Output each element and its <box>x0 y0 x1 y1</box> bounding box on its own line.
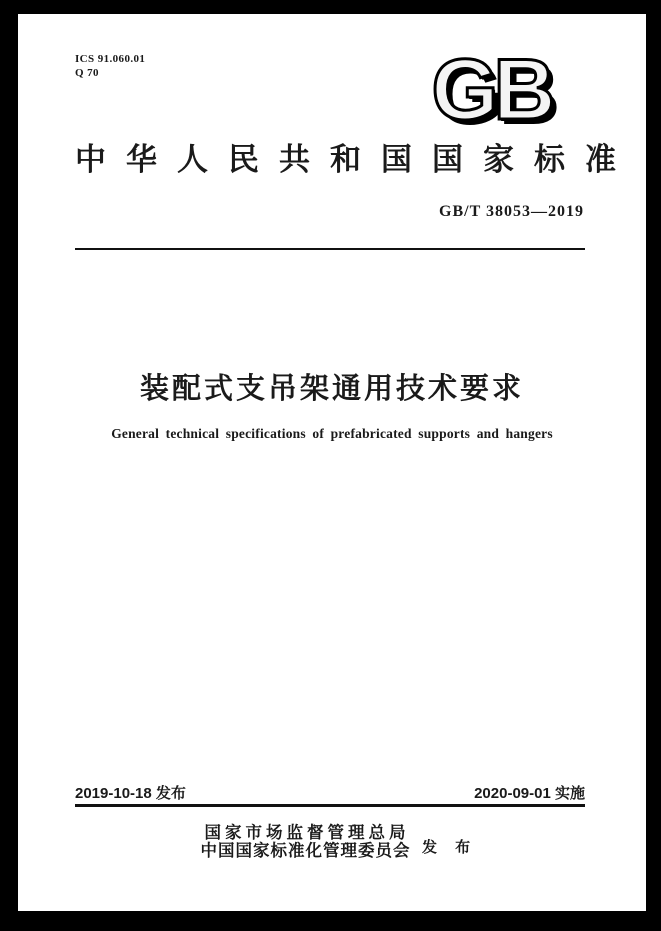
header-divider <box>75 248 585 250</box>
classification-code: Q 70 <box>75 67 99 79</box>
standard-cover-page <box>18 14 646 911</box>
dates-row <box>75 782 585 803</box>
standard-number: GB/T 38053—2019 <box>439 203 584 220</box>
national-standard-heading: 中华人民共和国国家标准 <box>75 142 636 177</box>
document-title: 装配式支吊架通用技术要求 <box>139 373 524 405</box>
gb-logo: GB <box>431 42 551 138</box>
issuer-primary: 国家市场监督管理总局 <box>204 824 410 842</box>
implementation-date: 2020-09-01 实施 <box>474 785 585 802</box>
footer-divider <box>75 804 585 807</box>
document-title-english: General technical specifications of prefabricated supports and hangers <box>111 426 553 441</box>
publish-label: 发 布 <box>422 839 478 856</box>
ics-classification-block <box>75 52 145 80</box>
ics-code: ICS 91.060.01 <box>75 53 146 65</box>
issuing-agencies <box>196 824 414 860</box>
issue-date: 2019-10-18 发布 <box>75 785 186 802</box>
issuer-secondary: 中国国家标准化管理委员会 <box>200 842 411 860</box>
